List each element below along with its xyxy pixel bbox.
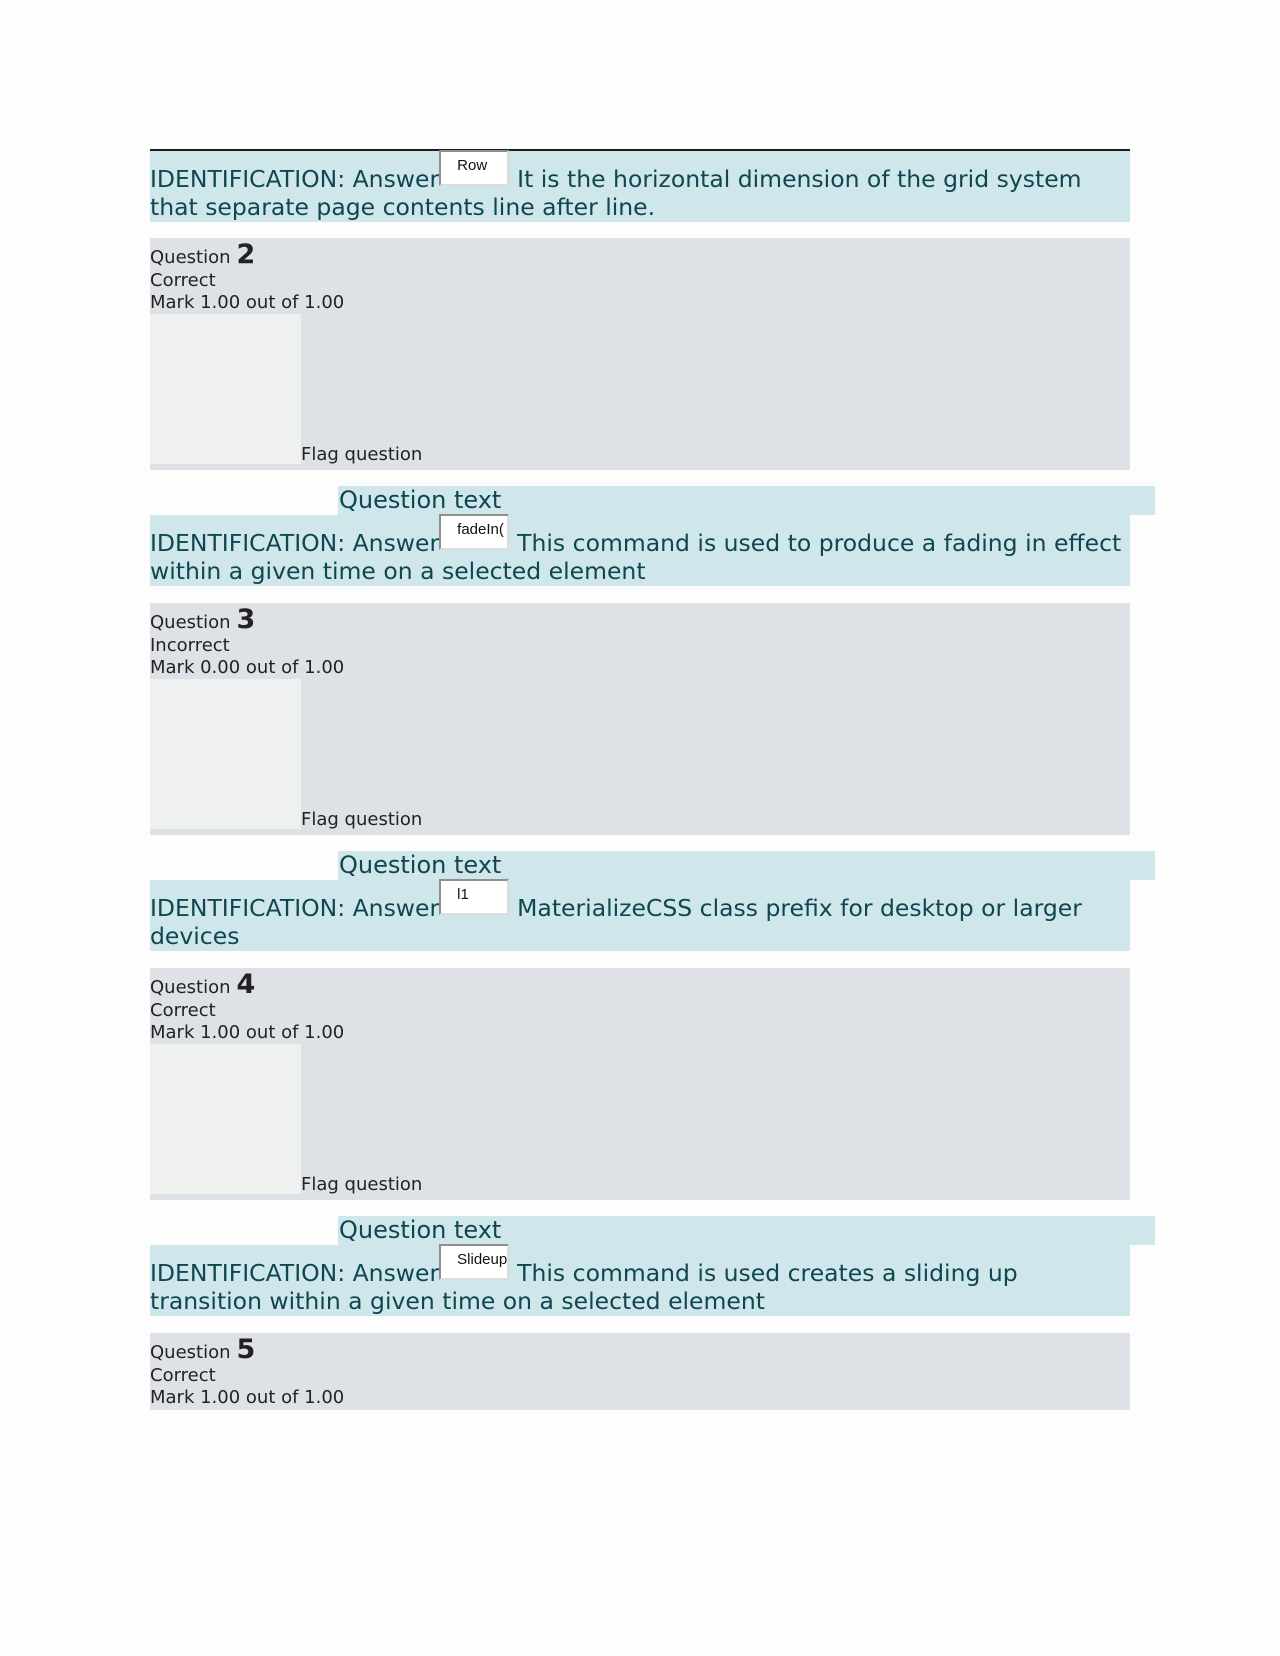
question-number: Question 3 [150,604,256,635]
question-state: Correct [150,1000,216,1021]
question-text-body: This command is used creates a sliding up transition within a given time on a selected element [150,1259,1018,1315]
answer-prefix: IDENTIFICATION: Answer [150,165,440,193]
question-text-body: This command is used to produce a fading in effect within a given time on a selected element [150,529,1122,585]
question-grade: Mark 1.00 out of 1.00 [150,292,345,313]
question-number: Question 4 [150,969,256,1000]
flag-icon[interactable] [150,1044,301,1194]
question-1-text [150,151,1130,222]
question-4-info [150,968,1130,1200]
answer-prefix: IDENTIFICATION: Answer [150,529,440,557]
question-4-text [150,1245,1130,1316]
answer-prefix: IDENTIFICATION: Answer [150,894,440,922]
question-state: Correct [150,270,216,291]
question-text-heading: Question text [338,486,1155,515]
question-2-text [150,515,1130,586]
question-3-text [150,880,1130,951]
answer-input[interactable]: fadeIn( [439,514,509,550]
question-state: Correct [150,1365,216,1386]
flag-question-link[interactable]: Flag question [301,1174,423,1195]
flag-question-link[interactable]: Flag question [301,444,423,465]
question-3-info [150,603,1130,835]
flag-icon[interactable] [150,679,301,829]
question-number: Question 5 [150,1334,256,1365]
answer-prefix: IDENTIFICATION: Answer [150,1259,440,1287]
answer-input[interactable]: Slideup [439,1244,509,1280]
flag-icon[interactable] [150,314,301,464]
answer-input[interactable]: l1 [439,879,509,915]
question-state: Incorrect [150,635,230,656]
question-text-body: It is the horizontal dimension of the grid system that separate page contents line after line. [150,165,1082,221]
question-text-body: MaterializeCSS class prefix for desktop or larger devices [150,894,1082,950]
question-grade: Mark 1.00 out of 1.00 [150,1022,345,1043]
question-grade: Mark 0.00 out of 1.00 [150,657,345,678]
question-number: Question 2 [150,239,256,270]
question-2-info [150,238,1130,470]
question-grade: Mark 1.00 out of 1.00 [150,1387,345,1408]
question-text-heading: Question text [338,1216,1155,1245]
question-text-heading: Question text [338,851,1155,880]
answer-input[interactable]: Row [439,150,509,186]
question-5-info [150,1333,1130,1410]
flag-question-link[interactable]: Flag question [301,809,423,830]
